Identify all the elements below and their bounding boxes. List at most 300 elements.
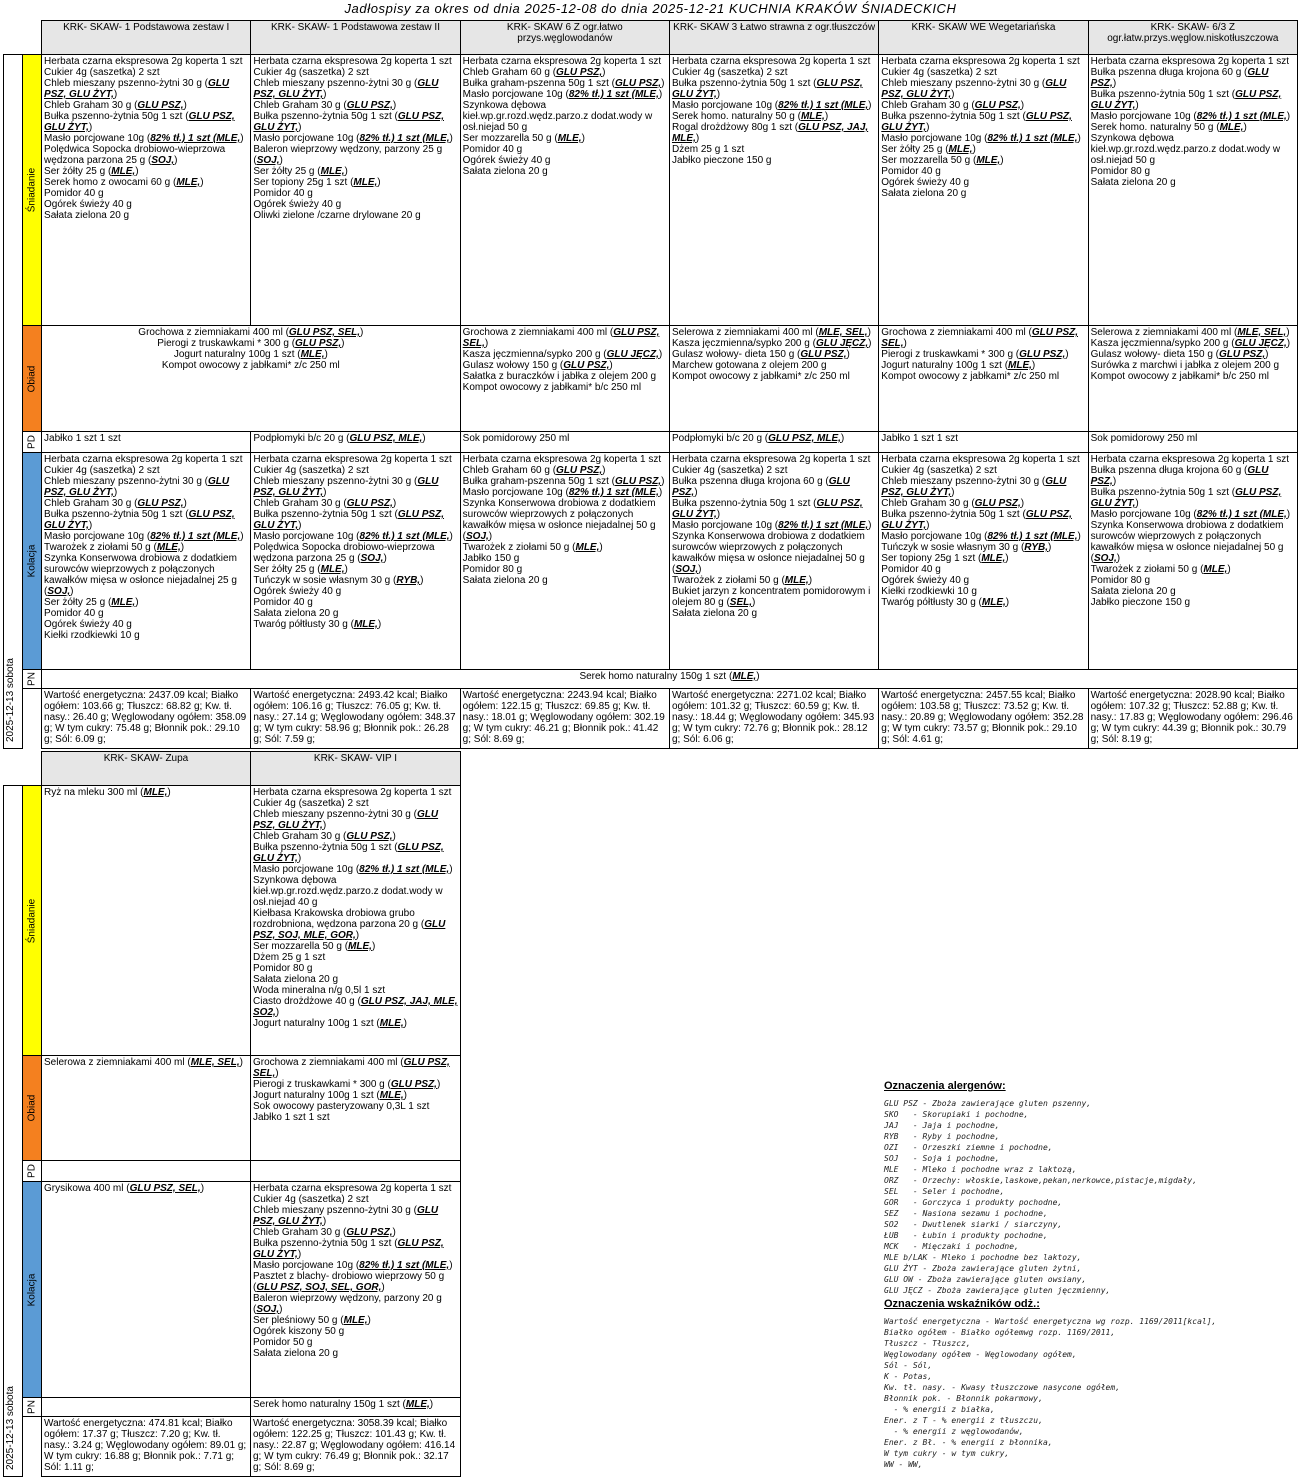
allergen-codes: GLU PSZ, GLU ŻYT, [253, 809, 439, 831]
menu-item: Herbata czarna ekspresowa 2g koperta 1 szt [881, 454, 1080, 465]
allergen-codes: MLE, [557, 133, 582, 144]
column-header: KRK- SKAW- 1 Podstawowa zestaw II [251, 21, 460, 55]
menu-item: Chleb Graham 60 g (GLU PSZ,) [462, 465, 606, 476]
menu-table-2 [3, 751, 461, 1477]
menu-item: Cukier 4g (saszetka) 2 szt [671, 465, 788, 476]
menu-item: Ser żółty 25 g (MLE,) [44, 166, 139, 177]
menu-item: Szynkowa dębowa kieł.wp.gr.rozd.wędz.parzo.z dodat.wody w osł.niejad 50 g [462, 100, 653, 133]
indicators-title: Oznaczenia wskaźników odż.: [884, 1298, 1040, 1310]
menu-item: Chleb mieszany pszenno-żytni 30 g (GLU PSZ, GLU ŻYT,) [253, 476, 439, 498]
allergen-codes: 82% tł.) 1 szt (MLE, [987, 133, 1078, 144]
menu-item: Cukier 4g (saszetka) 2 szt [44, 67, 160, 78]
allergen-codes: MLE, [575, 542, 600, 553]
nutrition-cell [251, 1417, 461, 1477]
menu-item: Pierogi z truskawkami * 300 g (GLU PSZ,) [881, 349, 1069, 360]
allergen-codes: GLU PSZ, GLU ŻYT, [44, 476, 230, 498]
allergen-codes: GLU PSZ, JAJ, MLE, SO2, [253, 996, 458, 1018]
menu-item: Ser żółty 25 g (MLE,) [253, 564, 348, 575]
allergen-codes: MLE, [348, 941, 372, 952]
menu-item: Kasza jęczmienna/sypko 200 g (GLU JĘCZ,) [671, 338, 872, 349]
menu-cell [669, 326, 878, 432]
menu-item: Selerowa z ziemniakami 400 ml (MLE, SEL,) [1090, 327, 1290, 338]
menu-item: Bułka pszenna długa krojona 60 g (GLU PSZ,) [1090, 465, 1269, 487]
allergen-codes: RYB, [396, 575, 421, 586]
allergen-codes: GLU PSZ, SEL, [881, 327, 1079, 349]
allergen-codes: GLU PSZ, [974, 498, 1021, 509]
menu-cell [1088, 326, 1297, 432]
allergen-codes: GLU PSZ, GLU ŻYT, [881, 78, 1067, 100]
menu-item: Bułka pszenna długa krojona 60 g (GLU PSZ,) [671, 476, 850, 498]
menu-item: Jabłko 1 szt 1 szt [253, 1112, 330, 1123]
legend-line: MLE - Mleko i pochodne wraz z laktozą, [884, 1165, 1077, 1174]
legend [884, 1080, 1294, 1470]
row-wartosci [4, 1417, 461, 1477]
date-label: 2025-12-13 sobota [4, 55, 23, 749]
menu-item: Chleb mieszany pszenno-żytni 30 g (GLU PSZ, GLU ŻYT,) [253, 809, 439, 831]
menu-item: Ogórek świeży 40 g [253, 199, 342, 210]
menu-item: Bułka pszenno-żytnia 50g 1 szt (GLU PSZ, GLU ŻYT,) [1090, 487, 1282, 509]
menu-cell [251, 1056, 461, 1161]
menu-item: Cukier 4g (saszetka) 2 szt [253, 465, 369, 476]
allergen-codes: MLE, [176, 177, 201, 188]
menu-item: Ogórek świeży 40 g [44, 199, 132, 210]
row-obiad [4, 326, 1298, 432]
column-header: KRK- SKAW- 1 Podstawowa zestaw I [42, 21, 251, 55]
allergen-codes: GLU PSZ, MLE, [349, 433, 423, 444]
menu-item: Ser żółty 25 g (MLE,) [881, 144, 976, 155]
allergen-codes: 82% tł.) 1 szt (MLE, [359, 531, 450, 542]
menu-item: Wartość energetyczna: 2437.09 kcal; Białko ogółem: 103.66 g; Tłuszcz: 68.82 g; Kw. tł. nasy.: 26.40 g; Węglowodany ogółem: 358.09 g; W tym cukry: 75.48 g; Błonnik pok.: 29.10 g; Sól: 6.09 g; [44, 690, 247, 745]
legend-line: Kw. tł. nasy. - Kwasy tłuszczowe nasycone ogółem, [884, 1383, 1121, 1392]
allergen-codes: GLU PSZ, GLU ŻYT, [671, 78, 863, 100]
allergen-codes: MLE, [353, 619, 378, 630]
menu-cell [42, 55, 251, 326]
menu-item: Wartość energetyczna: 474.81 kcal; Białko ogółem: 17.37 g; Tłuszcz: 7.20 g; Kw. tł. nasy.: 3.24 g; Węglowodany ogółem: 89.01 g; W tym cukry: 16.88 g; Błonnik pok.: 7.71 g; Sól: 1.11 g; [44, 1418, 247, 1473]
menu-item: Pomidor 80 g [253, 963, 313, 974]
menu-item: Szynka Konserwowa drobiowa z dodatkiem surowców wieprzowych z połączonych kawałków mięsa w osłonce niejadalnej 50 g (SOJ,) [671, 531, 865, 575]
meal-label-sniadanie: Śniadanie [23, 786, 42, 1056]
menu-cell [251, 786, 461, 1056]
menu-cell [669, 55, 878, 326]
menu-item: Chleb Graham 60 g (GLU PSZ,) [462, 67, 606, 78]
legend-line: MCK - Mięczaki i pochodne, [884, 1242, 1019, 1251]
menu-item: Masło porcjowane 10g (82% tł.) 1 szt (MLE,) [462, 487, 663, 498]
menu-item: Bułka graham-pszenna 50g 1 szt (GLU PSZ,) [462, 476, 665, 487]
allergen-codes: GLU PSZ, [563, 360, 610, 371]
menu-item: Serek homo. naturalny 50 g (MLE,) [671, 111, 829, 122]
legend-line: SKO - Skorupiaki i pochodne, [884, 1110, 1029, 1119]
legend-line: - % energii z białka, [884, 1405, 995, 1414]
meal-label-pd: PD [23, 1161, 42, 1182]
allergen-codes: GLU PSZ, [390, 1079, 437, 1090]
menu-item: Ser mozzarella 50 g (MLE,) [881, 155, 1004, 166]
menu-item: Ogórek świeży 40 g [462, 155, 551, 166]
menu-cell [251, 55, 460, 326]
legend-line: SEZ - Nasiona sezamu i pochodne, [884, 1209, 1048, 1218]
menu-cell [669, 432, 878, 453]
allergen-codes: SOJ, [1093, 553, 1117, 564]
menu-item: Kompot owocowy z jabłkami* z/c 250 ml [161, 360, 340, 371]
menu-item: Masło porcjowane 10g (82% tł.) 1 szt (MLE,) [881, 531, 1081, 542]
menu-item: Twarożek z ziołami 50 g (MLE,) [44, 542, 185, 553]
menu-item: Jabłko pieczone 150 g [1090, 597, 1191, 608]
allergen-codes: GLU PSZ, [1219, 349, 1266, 360]
menu-item: Herbata czarna ekspresowa 2g koperta 1 szt [1090, 454, 1290, 465]
allergen-codes: GLU PSZ, [1019, 349, 1066, 360]
menu-item: Herbata czarna ekspresowa 2g koperta 1 szt [253, 787, 452, 798]
allergen-codes: MLE, [976, 155, 1001, 166]
menu-item: Sałata zielona 20 g [1090, 177, 1176, 188]
menu-item: Bułka pszenno-żytnia 50g 1 szt (GLU PSZ, GLU ŻYT,) [253, 509, 444, 531]
allergen-codes: GLU PSZ, [614, 78, 662, 89]
menu-cell [251, 1398, 461, 1417]
legend-line: ŁUB - Łubin i produkty pochodne, [884, 1231, 1048, 1240]
row-pd [4, 1161, 461, 1182]
menu-item: Sok pomidorowy 250 ml [1090, 433, 1198, 444]
menu-item: Bułka pszenno-żytnia 50g 1 szt (GLU PSZ, GLU ŻYT,) [671, 498, 863, 520]
indicators-list [884, 1316, 1294, 1470]
allergen-codes: GLU PSZ, MLE, [768, 433, 841, 444]
menu-item: Bułka pszenno-żytnia 50g 1 szt (GLU PSZ, GLU ŻYT,) [44, 509, 235, 531]
allergen-codes: 82% tł.) 1 szt (MLE, [150, 531, 241, 542]
menu-item: Sałata zielona 20 g [462, 166, 548, 177]
menu-item: Szynka Konserwowa drobiowa z dodatkiem surowców wieprzowych z połączonych kawałków mięsa w osłonce niejadalnej 50 g (SOJ,) [1090, 520, 1284, 564]
menu-item: Chleb Graham 30 g (GLU PSZ,) [253, 100, 397, 111]
legend-line: ORZ - Orzechy: włoskie,laskowe,pekan,nerkowce,pistacje,migdały, [884, 1176, 1198, 1185]
legend-line: Węglowodany ogółem - Węglowodany ogółem, [884, 1350, 1077, 1359]
menu-item: Baleron wieprzowy wędzony, parzony 20 g (SOJ,) [253, 1293, 442, 1315]
column-header: KRK- SKAW- Zupa [42, 752, 251, 786]
menu-item: Bułka pszenno-żytnia 50g 1 szt (GLU PSZ, GLU ŻYT,) [881, 111, 1072, 133]
row-pn [4, 670, 1298, 689]
meal-label-obiad: Obiad [23, 1056, 42, 1161]
menu-item: Wartość energetyczna: 2028.90 kcal; Białko ogółem: 107.32 g; Tłuszcz: 52.88 g; Kw. tł. nasy.: 17.83 g; Węglowodany ogółem: 296.46 g; W tym cukry: 44.39 g; Błonnik pok.: 30.79 g; Sól: 8.19 g; [1090, 690, 1293, 745]
allergen-codes: SOJ, [675, 564, 699, 575]
menu-item: Kasza jęczmienna/sypko 200 g (GLU JĘCZ,) [462, 349, 663, 360]
legend-line: JAJ - Jaja i pochodne, [884, 1121, 1000, 1130]
legend-line: Błonnik pok. - Błonnik pokarmowy, [884, 1394, 1043, 1403]
allergen-codes: GLU PSZ, [614, 476, 662, 487]
menu-item: Herbata czarna ekspresowa 2g koperta 1 szt [253, 1183, 452, 1194]
meal-label-sniadanie: Śniadanie [23, 55, 42, 326]
menu-item: Pasztet z blachy- drobiowo wieprzowy 50 g (GLU PSZ, SOJ, SEL, GOR,) [253, 1271, 445, 1293]
menu-item: Polędwica Sopocka drobiowo-wieprzowa wędzona parzona 25 g (SOJ,) [253, 542, 435, 564]
menu-item: Pomidor 40 g [253, 188, 313, 199]
menu-cell [879, 453, 1088, 670]
menu-cell [42, 432, 251, 453]
legend-line: K - Potas, [884, 1372, 933, 1381]
menu-item: Bułka pszenno-żytnia 50g 1 szt (GLU PSZ, GLU ŻYT,) [253, 111, 444, 133]
menu-item: Pierogi z truskawkami * 300 g (GLU PSZ,) [157, 338, 345, 349]
menu-item: Herbata czarna ekspresowa 2g koperta 1 szt [671, 56, 871, 67]
menu-item: Chleb Graham 30 g (GLU PSZ,) [253, 1227, 396, 1238]
menu-item: Sok owocowy pasteryzowany 0,3L 1 szt [253, 1101, 430, 1112]
menu-item: Wartość energetyczna: 2457.55 kcal; Białko ogółem: 103.58 g; Tłuszcz: 73.52 g; Kw. tł. nasy.: 20.89 g; Węglowodany ogółem: 352.28 g; W tym cukry: 73.57 g; Błonnik pok.: 29.10 g; Sól: 4.61 g; [881, 690, 1084, 745]
menu-item: Sok pomidorowy 250 ml [462, 433, 570, 444]
allergen-codes: SOJ, [151, 155, 175, 166]
allergen-codes: GLU PSZ, SEL, [288, 327, 361, 338]
menu-item: Ser topiony 25g 1 szt (MLE,) [253, 177, 381, 188]
column-header: KRK- SKAW WE Wegetariańska [879, 21, 1088, 55]
menu-item: Szynka Konserwowa drobiowa z dodatkiem surowców wieprzowych z połączonych kawałków mięsa w osłonce niejadalnej 50 g (SOJ,) [462, 498, 656, 542]
legend-line: Białko ogółem - Białko ogółemwg rozp. 1169/2011, [884, 1328, 1116, 1337]
allergen-codes: GLU PSZ, SOJ, MLE, GOR, [253, 919, 446, 941]
allergen-codes: GLU PSZ, GLU ŻYT, [253, 78, 439, 100]
menu-item: Jogurt naturalny 100g 1 szt (MLE,) [173, 349, 328, 360]
allergen-codes: GLU PSZ, GLU ŻYT, [44, 111, 235, 133]
menu-item: Serek homo naturalny 150g 1 szt (MLE,) [579, 671, 760, 682]
menu-item: Kompot owocowy z jabłkami* b/c 250 ml [462, 382, 642, 393]
menu-item: Dżem 25 g 1 szt [671, 144, 745, 155]
menu-item: Kompot owocowy z jabłkami* z/c 250 ml [881, 371, 1060, 382]
allergen-codes: GLU PSZ, SOJ, SEL, GOR, [256, 1282, 382, 1293]
menu-item: Ser mozzarella 50 g (MLE,) [253, 941, 376, 952]
allergen-codes: 82% tł.) 1 szt (MLE, [359, 133, 450, 144]
menu-item: Twaróg półtłusty 30 g (MLE,) [881, 597, 1010, 608]
row-pd [4, 432, 1298, 453]
allergen-codes: MLE, [343, 1315, 368, 1326]
menu-item: Cukier 4g (saszetka) 2 szt [881, 465, 997, 476]
legend-line: GLU ŻYT - Zboża zawierające gluten żytni, [884, 1264, 1082, 1273]
page-title: Jadłospisy za okres od dnia 2025-12-08 do dnia 2025-12-21 KUCHNIA KRAKÓW ŚNIADECKICH [344, 1, 957, 16]
menu-item: Tuńczyk w sosie własnym 30 g (RYB,) [253, 575, 424, 586]
allergen-codes: MLE, [379, 1018, 404, 1029]
menu-item: Bułka pszenno-żytnia 50g 1 szt (GLU PSZ, GLU ŻYT,) [44, 111, 235, 133]
menu-item: Wartość energetyczna: 2493.42 kcal; Białko ogółem: 106.16 g; Tłuszcz: 76.05 g; Kw. tł. nasy.: 27.14 g; Węglowodany ogółem: 348.37 g; W tym cukry: 58.96 g; Błonnik pok.: 26.28 g; Sól: 7.59 g; [253, 690, 456, 745]
allergen-codes: GLU PSZ, GLU ŻYT, [1090, 487, 1282, 509]
legend-line: OZI - Orzeszki ziemne i pochodne, [884, 1143, 1053, 1152]
allergen-codes: GLU PSZ, SEL, [462, 327, 660, 349]
legend-line: Ener. z T - % energii z tłuszczu, [884, 1416, 1043, 1425]
menu-item: Masło porcjowane 10g (82% tł.) 1 szt (MLE,) [44, 133, 244, 144]
menu-item: Woda mineralna n/g 0,5l 1 szt [253, 985, 386, 996]
menu-item: Cukier 4g (saszetka) 2 szt [253, 798, 369, 809]
menu-item: Grochowa z ziemniakami 400 ml (GLU PSZ, SEL,) [462, 327, 660, 349]
menu-cell [42, 1182, 251, 1398]
allergen-codes: SOJ, [256, 1304, 280, 1315]
legend-line: GLU OW - Zboża zawierające gluten owsiany, [884, 1275, 1087, 1284]
menu-item: Cukier 4g (saszetka) 2 szt [253, 67, 369, 78]
allergen-codes: MLE, [379, 1090, 404, 1101]
menu-item: Cukier 4g (saszetka) 2 szt [671, 67, 788, 78]
allergen-codes: 82% tł.) 1 szt (MLE, [778, 100, 869, 111]
allergen-codes: 82% tł.) 1 szt (MLE, [359, 1260, 450, 1271]
menu-item: Oliwki zielone /czarne drylowane 20 g [253, 210, 421, 221]
menu-item: Wartość energetyczna: 3058.39 kcal; Białko ogółem: 122.25 g; Tłuszcz: 101.43 g; Kw. tł. nasy.: 22.87 g; Węglowodany ogółem: 416.14 g; W tym cukry: 76.49 g; Błonnik pok.: 32.17 g; Sól: 8.69 g; [253, 1418, 456, 1473]
date-label: 2025-12-13 sobota [4, 786, 23, 1477]
allergen-codes: MLE, [1203, 564, 1228, 575]
menu-item: Pomidor 40 g [881, 166, 941, 177]
allergen-codes: GLU PSZ, GLU ŻYT, [253, 1238, 444, 1260]
menu-item: Podpłomyki b/c 20 g (GLU PSZ, MLE,) [671, 433, 845, 444]
menu-item: Twarożek z ziołami 50 g (MLE,) [462, 542, 603, 553]
menu-item: Ogórek świeży 40 g [253, 586, 342, 597]
allergen-codes: MLE, SEL, [1237, 327, 1287, 338]
menu-item: Sałata zielona 20 g [462, 575, 548, 586]
menu-item: Chleb Graham 30 g (GLU PSZ,) [881, 100, 1025, 111]
menu-item: Wartość energetyczna: 2271.02 kcal; Białko ogółem: 101.32 g; Tłuszcz: 60.59 g; Kw. tł. nasy.: 18.44 g; Węglowodany ogółem: 345.93 g; W tym cukry: 72.76 g; Błonnik pok.: 28.12 g; Sól: 6.06 g; [671, 690, 875, 745]
allergen-codes: MLE, [784, 575, 809, 586]
menu-item: Herbata czarna ekspresowa 2g koperta 1 szt [462, 56, 662, 67]
menu-cell [42, 326, 461, 432]
menu-item: Jogurt naturalny 100g 1 szt (MLE,) [881, 360, 1036, 371]
meal-label-pn: PN [23, 1398, 42, 1417]
menu-item: Bułka pszenno-żytnia 50g 1 szt (GLU PSZ, GLU ŻYT,) [881, 509, 1072, 531]
menu-item: Pomidor 80 g [1090, 166, 1151, 177]
menu-item: Masło porcjowane 10g (82% tł.) 1 szt (MLE,) [253, 864, 453, 875]
allergen-codes: GLU PSZ, GLU ŻYT, [253, 476, 439, 498]
allergen-codes: RYB, [1024, 542, 1049, 553]
legend-line: WW - WW, [884, 1460, 923, 1469]
menu-item: Herbata czarna ekspresowa 2g koperta 1 szt [44, 56, 243, 67]
allergen-codes: MLE, SEL, [190, 1057, 240, 1068]
menu-cell [1088, 432, 1297, 453]
menu-item: Sałata zielona 20 g [881, 188, 967, 199]
allergen-codes: GLU PSZ, GLU ŻYT, [881, 111, 1072, 133]
row-kolacja [4, 1182, 461, 1398]
menu-item: Kiełki rzodkiewki 10 g [44, 630, 140, 641]
allergen-codes: GLU PSZ, [556, 465, 603, 476]
nutrition-cell [42, 689, 251, 749]
allergen-codes: SOJ, [256, 155, 280, 166]
menu-item: Ser żółty 25 g (MLE,) [253, 166, 348, 177]
allergen-codes: MLE, [320, 564, 345, 575]
menu-cell [879, 326, 1088, 432]
menu-item: Sałata zielona 20 g [253, 608, 339, 619]
nutrition-cell [669, 689, 878, 749]
menu-item: Serek homo. naturalny 50 g (MLE,) [1090, 122, 1247, 133]
allergen-codes: 82% tł.) 1 szt (MLE, [987, 531, 1078, 542]
legend-line: W tym cukry - w tym cukry, [884, 1449, 1010, 1458]
column-header: KRK- SKAW 3 Łatwo strawna z ogr.tłuszczów [669, 21, 878, 55]
legend-line: Wartość energetyczna - Wartość energetyczna wg rozp. 1169/2011[kcal], [884, 1317, 1217, 1326]
row-sniadanie [4, 786, 461, 1056]
menu-cell [42, 786, 251, 1056]
nutrition-cell [42, 1417, 251, 1477]
menu-cell [460, 55, 669, 326]
menu-cell [460, 326, 669, 432]
menu-item: Kompot owocowy z jabłkami* z/c 250 ml [671, 371, 850, 382]
menu-cell [42, 1056, 251, 1161]
menu-item: Pomidor 80 g [462, 564, 523, 575]
meal-label-kolacja: Kolacja [23, 1182, 42, 1398]
row-sniadanie [4, 55, 1298, 326]
allergens-title: Oznaczenia alergenów: [884, 1080, 1006, 1092]
menu-item: Herbata czarna ekspresowa 2g koperta 1 szt [44, 454, 243, 465]
allergen-codes: GLU PSZ, GLU ŻYT, [253, 111, 444, 133]
menu-item: Sałata zielona 20 g [1090, 586, 1176, 597]
menu-item: Herbata czarna ekspresowa 2g koperta 1 szt [671, 454, 871, 465]
row-obiad [4, 1056, 461, 1161]
menu-item: Kiełki rzodkiewki 10 g [881, 586, 977, 597]
menu-item: Masło porcjowane 10g (82% tł.) 1 szt (MLE,) [462, 89, 663, 100]
menu-cell [460, 432, 669, 453]
allergen-codes: MLE, [300, 349, 325, 360]
allergen-codes: MLE, [1008, 360, 1032, 371]
allergen-codes: MLE, [111, 166, 136, 177]
column-header: KRK- SKAW 6 Z ogr.łatwo przys.węglowodanów [460, 21, 669, 55]
menu-item: Chleb Graham 30 g (GLU PSZ,) [44, 100, 187, 111]
row-wartosci [4, 689, 1298, 749]
menu-item: Cukier 4g (saszetka) 2 szt [253, 1194, 369, 1205]
allergen-codes: GLU PSZ, [295, 338, 342, 349]
allergen-codes: GLU PSZ, [1090, 465, 1269, 487]
allergen-codes: GLU PSZ, [137, 100, 184, 111]
menu-item: Jogurt naturalny 100g 1 szt (MLE,) [253, 1018, 407, 1029]
legend-line: GOR - Gorczyca i produkty pochodne, [884, 1198, 1063, 1207]
allergen-codes: GLU JĘCZ, [815, 338, 869, 349]
menu-item: Polędwica Sopocka drobiowo-wieprzowa wędzona parzona 25 g (SOJ,) [44, 144, 226, 166]
menu-item: Masło porcjowane 10g (82% tł.) 1 szt (MLE,) [253, 1260, 453, 1271]
allergen-codes: MLE, [1219, 122, 1244, 133]
menu-item: Chleb Graham 30 g (GLU PSZ,) [253, 498, 397, 509]
allergen-codes: GLU PSZ, [556, 67, 603, 78]
allergen-codes: GLU PSZ, [137, 498, 184, 509]
menu-item: Gulasz wołowy- dieta 150 g (GLU PSZ,) [671, 349, 850, 360]
menu-item: Ser topiony 25g 1 szt (MLE,) [881, 553, 1009, 564]
legend-line: SO2 - Dwutlenek siarki / siarczyny, [884, 1220, 1063, 1229]
menu-item: Masło porcjowane 10g (82% tł.) 1 szt (MLE,) [44, 531, 244, 542]
menu-item: Masło porcjowane 10g (82% tł.) 1 szt (MLE,) [1090, 509, 1291, 520]
allergen-codes: GLU PSZ, [974, 100, 1021, 111]
allergen-codes: GLU PSZ, [671, 476, 850, 498]
menu-item: Herbata czarna ekspresowa 2g koperta 1 szt [1090, 56, 1290, 67]
allergen-codes: SEL, [729, 597, 753, 608]
allergen-codes: GLU PSZ, JAJ, MLE, [671, 122, 869, 144]
allergen-codes: MLE, [732, 671, 757, 682]
allergen-codes: MLE, [320, 166, 345, 177]
allergen-codes: MLE, [353, 177, 378, 188]
meal-label-kolacja: Kolacja [23, 453, 42, 670]
allergen-codes: 82% tł.) 1 szt (MLE, [1196, 509, 1287, 520]
legend-line: - % energii z węglowodanów, [884, 1427, 1024, 1436]
menu-item: Kasza jęczmienna/sypko 200 g (GLU JĘCZ,) [1090, 338, 1291, 349]
menu-cell [42, 1161, 251, 1182]
menu-item: Sałata zielona 20 g [44, 210, 130, 221]
legend-line: RYB - Ryby i pochodne, [884, 1132, 1000, 1141]
menu-item: Bułka pszenno-żytnia 50g 1 szt (GLU PSZ, GLU ŻYT,) [1090, 89, 1282, 111]
allergen-codes: 82% tł.) 1 szt (MLE, [568, 487, 659, 498]
menu-cell [1088, 55, 1297, 326]
menu-item: Twarożek z ziołami 50 g (MLE,) [671, 575, 813, 586]
allergen-codes: MLE, [156, 542, 181, 553]
menu-item: Surówka z marchwi i jabłka z olejem 200 g [1090, 360, 1280, 371]
menu-cell [42, 453, 251, 670]
allergen-codes: 82% tł.) 1 szt (MLE, [778, 520, 869, 531]
meal-label-pd: PD [23, 432, 42, 453]
menu-item: Masło porcjowane 10g (82% tł.) 1 szt (MLE,) [253, 133, 453, 144]
menu-cell [1088, 453, 1297, 670]
menu-item: Sałata zielona 20 g [253, 974, 339, 985]
menu-item: Chleb mieszany pszenno-żytni 30 g (GLU PSZ, GLU ŻYT,) [44, 476, 230, 498]
menu-item: Pomidor 40 g [253, 597, 313, 608]
menu-item: Cukier 4g (saszetka) 2 szt [881, 67, 997, 78]
allergen-codes: GLU PSZ, [346, 498, 393, 509]
menu-item: Kiełbasa Krakowska drobiowa grubo rozdrobniona, wędzona parzona 20 g (GLU PSZ, SOJ, MLE, GOR,) [253, 908, 446, 941]
menu-item: Twaróg półtłusty 30 g (MLE,) [253, 619, 382, 630]
menu-item: Pomidor 40 g [44, 608, 104, 619]
menu-item: Ser pleśniowy 50 g (MLE,) [253, 1315, 371, 1326]
column-header: KRK- SKAW- VIP I [251, 752, 461, 786]
menu-item: Wartość energetyczna: 2243.94 kcal; Białko ogółem: 122.15 g; Tłuszcz: 69.85 g; Kw. tł. nasy.: 18.01 g; Węglowodany ogółem: 302.19 g; W tym cukry: 46.21 g; Błonnik pok.: 41.42 g; Sól: 8.69 g; [462, 690, 665, 745]
meal-label-pn: PN [23, 670, 42, 689]
menu-item: Grysikowa 400 ml (GLU PSZ, SEL,) [44, 1183, 205, 1194]
menu-item: Ogórek świeży 40 g [881, 177, 970, 188]
allergen-codes: MLE, [948, 144, 973, 155]
menu-item: Tuńczyk w sosie własnym 30 g (RYB,) [881, 542, 1052, 553]
allergen-codes: GLU PSZ, [1090, 67, 1269, 89]
allergen-codes: GLU PSZ, [800, 349, 847, 360]
